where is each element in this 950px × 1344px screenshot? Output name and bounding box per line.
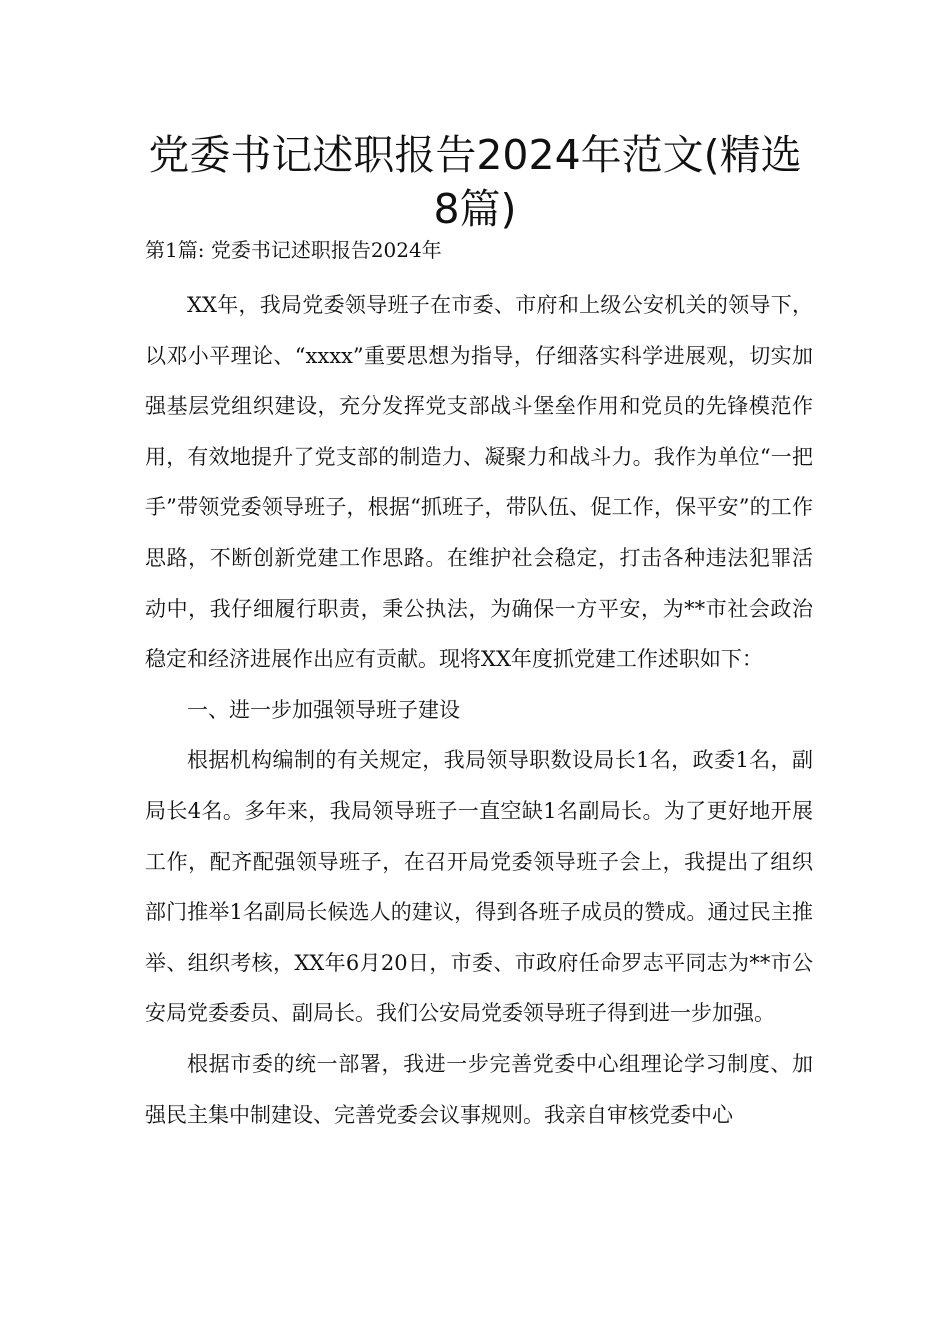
section-heading-1: 一、进一步加强领导班子建设	[187, 697, 460, 722]
paragraph-leadership: 根据机构编制的有关规定，我局领导职数设局长1名，政委1名，副局长4名。多年来，我局领导班子一直空缺1名副局长。为了更好地开展工作，配齐配强领导班子，在召开局党委领导班子会上，我提出了组织部门推举1名副局长候选人的建议，得到各班子成员的赞成。通过民主推举、组织考核，XX年6月20日，市委、市政府任命罗志平同志为**市公安局党委委员、副局长。我们公安局党委领导班子得到进一步加强。	[145, 748, 813, 1026]
document-body	[145, 280, 813, 1140]
paragraph-intro: XX年，我局党委领导班子在市委、市府和上级公安机关的领导下，以邓小平理论、“xxxx”重要思想为指导，仔细落实科学进展观，切实加强基层党组织建设，充分发挥党支部战斗堡垒作用和党员的先锋模范作用，有效地提升了党支部的制造力、凝聚力和战斗力。我作为单位“一把手”带领党委领导班子，根据“抓班子，带队伍、促工作，保平安”的工作思路，不断创新党建工作思路。在维护社会稳定，打击各种违法犯罪活动中，我仔细履行职责，秉公执法，为确保一方平安，为**市社会政治稳定和经济进展作出应有贡献。现将XX年度抓党建工作述职如下：	[145, 293, 813, 672]
paragraph-study-system: 根据市委的统一部署，我进一步完善党委中心组理论学习制度、加强民主集中制建设、完善党委会议事规则。我亲自审核党委中心	[145, 1051, 813, 1127]
section-subtitle: 第1篇: 党委书记述职报告2024年	[145, 238, 442, 262]
document-title: 党委书记述职报告2024年范文(精选8篇)	[148, 131, 802, 233]
